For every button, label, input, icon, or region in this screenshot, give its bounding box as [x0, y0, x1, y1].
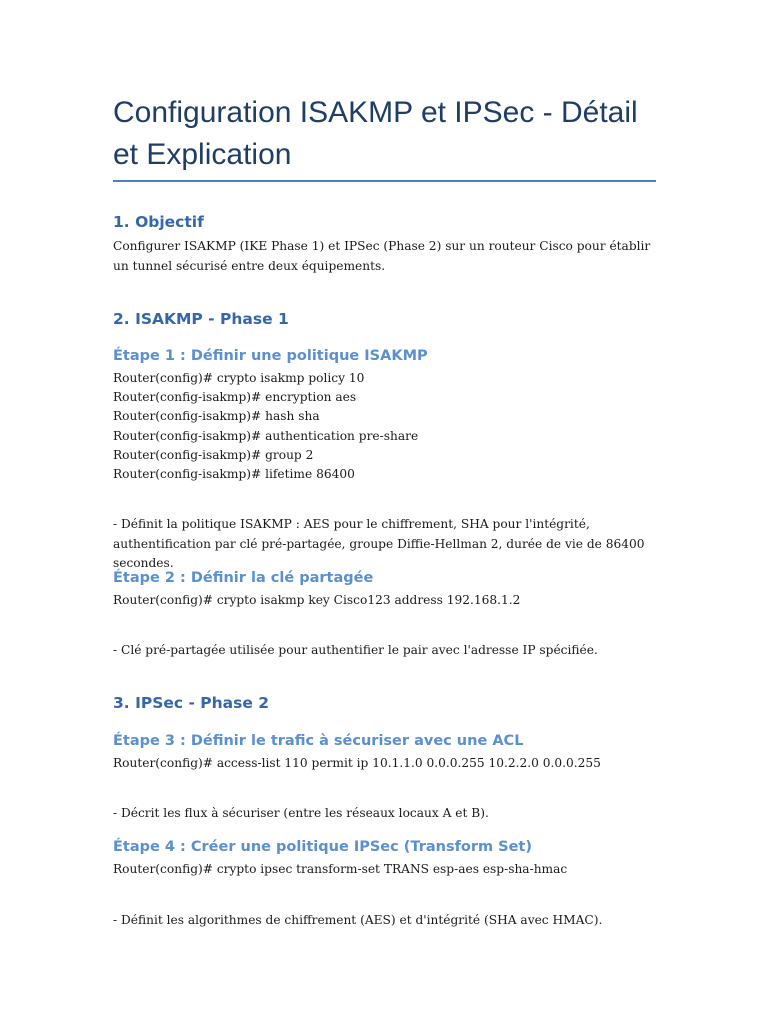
- command-line: Router(config)# crypto isakmp policy 10: [113, 371, 365, 385]
- document-title: Configuration ISAKMP et IPSec - Détail et Explication: [113, 96, 638, 171]
- command-list-step4: [113, 860, 567, 879]
- step1-note: - Définit la politique ISAKMP : AES pour le chiffrement, SHA pour l'intégrité, authentification par clé pré-partagée, groupe Diffie-Hellman 2, durée de vie de 86400 secondes.: [113, 517, 645, 570]
- step-heading-1: Étape 1 : Définir une politique ISAKMP: [113, 348, 428, 364]
- step-heading-3: Étape 3 : Définir le trafic à sécuriser avec une ACL: [113, 733, 524, 749]
- step3-note: - Décrit les flux à sécuriser (entre les réseaux locaux A et B).: [113, 806, 489, 820]
- command-line: Router(config)# crypto isakmp key Cisco123 address 192.168.1.2: [113, 593, 521, 607]
- section-heading-ipsec: 3. IPSec - Phase 2: [113, 694, 270, 712]
- command-list-step2: [113, 591, 520, 610]
- command-line: Router(config-isakmp)# authentication pre-share: [113, 428, 419, 443]
- command-line: Router(config-isakmp)# lifetime 86400: [113, 467, 355, 482]
- command-line: Router(config-isakmp)# hash sha: [113, 409, 320, 424]
- command-line: Router(config)# access-list 110 permit ip 10.1.1.0 0.0.0.255 10.2.2.0 0.0.0.255: [113, 756, 601, 770]
- step2-note: - Clé pré-partagée utilisée pour authentifier le pair avec l'adresse IP spécifiée.: [113, 643, 598, 657]
- command-line: Router(config)# crypto ipsec transform-set TRANS esp-aes esp-sha-hmac: [113, 862, 568, 876]
- objectif-text: Configurer ISAKMP (IKE Phase 1) et IPSec (Phase 2) sur un routeur Cisco pour établir un tunnel sécurisé entre deux équipements.: [113, 239, 651, 273]
- title-underline: [113, 180, 656, 182]
- command-list-step3: [113, 754, 601, 773]
- command-line: Router(config-isakmp)# encryption aes: [113, 390, 357, 405]
- section-heading-objectif: 1. Objectif: [113, 213, 204, 231]
- command-list-step1: [113, 369, 418, 484]
- step4-note: - Définit les algorithmes de chiffrement (AES) et d'intégrité (SHA avec HMAC).: [113, 913, 603, 927]
- command-line: Router(config-isakmp)# group 2: [113, 447, 314, 462]
- section-heading-isakmp: 2. ISAKMP - Phase 1: [113, 310, 289, 328]
- step-heading-4: Étape 4 : Créer une politique IPSec (Transform Set): [113, 839, 532, 855]
- step-heading-2: Étape 2 : Définir la clé partagée: [113, 570, 374, 586]
